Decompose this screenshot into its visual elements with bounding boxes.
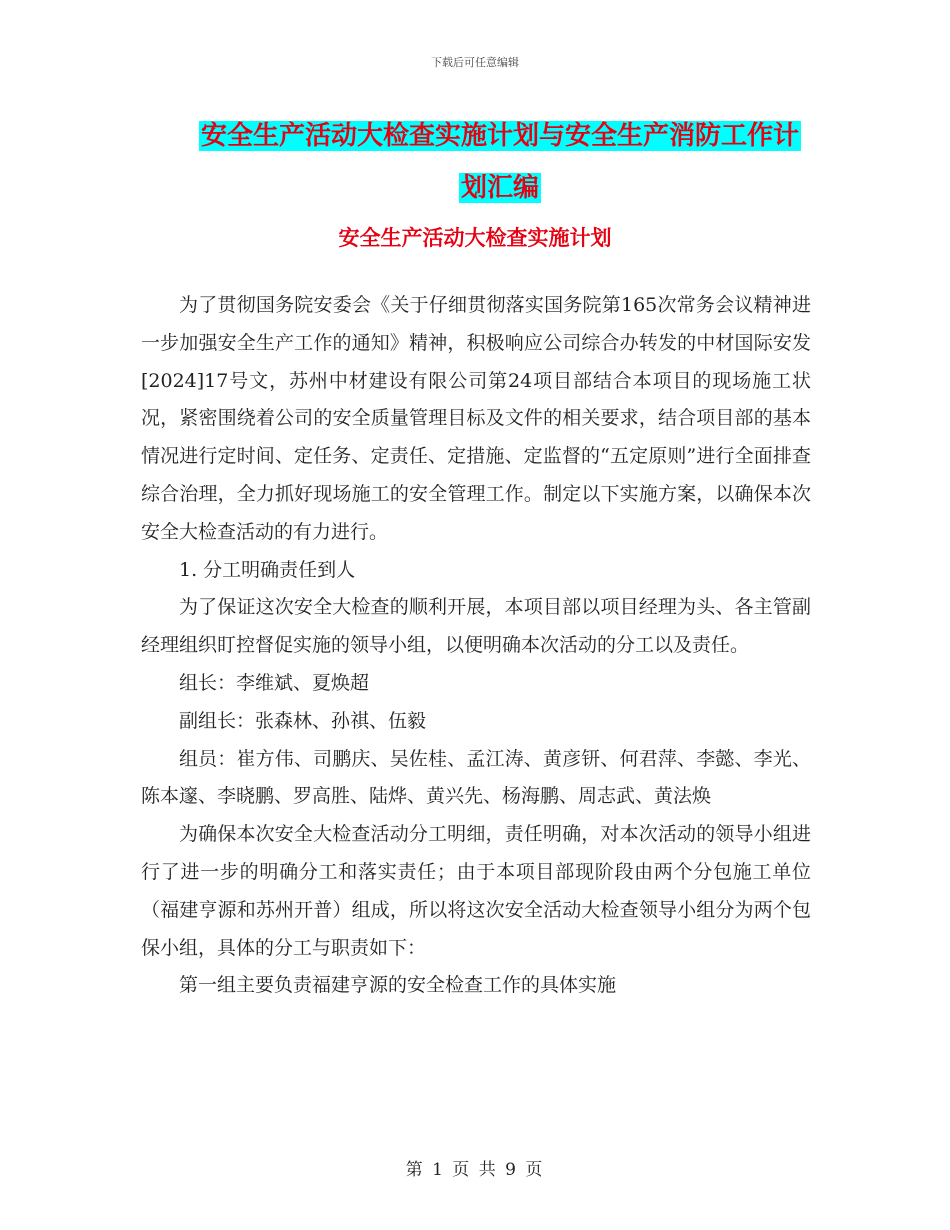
paragraph-leadership: 为了保证这次安全大检查的顺利开展，本项目部以项目经理为头、各主管副经理组织盯控督促实施的领导小组，以便明确本次活动的分工以及责任。 [141,596,811,657]
paragraph-division: 为确保本次安全大检查活动分工明细，责任明确，对本次活动的领导小组进行了进一步的明确分工和落实责任；由于本项目部现阶段由两个分包施工单位（福建亨源和苏州开普）组成，所以将这次安全活动大检查领导小组分为两个包保小组，具体的分工与职责如下： [141,823,811,959]
paragraph-members: 组员：崔方伟、司鹏庆、吴佐桂、孟江涛、黄彦钘、何君萍、李懿、李光、陈本邃、李晓鹏、罗高胜、陆烨、黄兴先、杨海鹏、周志武、黄法焕 [141,747,811,808]
section-title: 安全生产活动大检查实施计划 [338,226,612,250]
paragraph-deputy-leader: 副组长：张森林、孙祺、伍毅 [179,709,427,732]
paragraph-heading-1: 1. 分工明确责任到人 [179,558,356,581]
paragraph-intro: 为了贯彻国务院安委会《关于仔细贯彻落实国务院第165次常务会议精神进一步加强安全生产工作的通知》精神，积极响应公司综合办转发的中材国际安发[2024]17号文，苏州中材建设有限公司第24项目部结合本项目的现场施工状况，紧密围绕着公司的安全质量管理目标及文件的相关要求，结合项目部的基本情况进行定时间、定任务、定责任、定措施、定监督的“五定原则”进行全面排查综合治理，全力抓好现场施工的安全管理工作。制定以下实施方案，以确保本次安全大检查活动的有力进行。 [141,294,811,543]
header-note: 下载后可任意编辑 [431,56,519,69]
body-content [141,287,811,1005]
paragraph-group-one: 第一组主要负责福建亨源的安全检查工作的具体实施 [179,974,617,997]
document-title [140,110,860,214]
document-title-line-1: 安全生产活动大检查实施计划与安全生产消防工作计 [200,121,799,151]
document-title-line-2: 划汇编 [460,173,539,203]
paragraph-group-leader: 组长：李维斌、夏焕超 [179,671,370,694]
page-footer: 第 1 页 共 9 页 [405,1160,545,1180]
